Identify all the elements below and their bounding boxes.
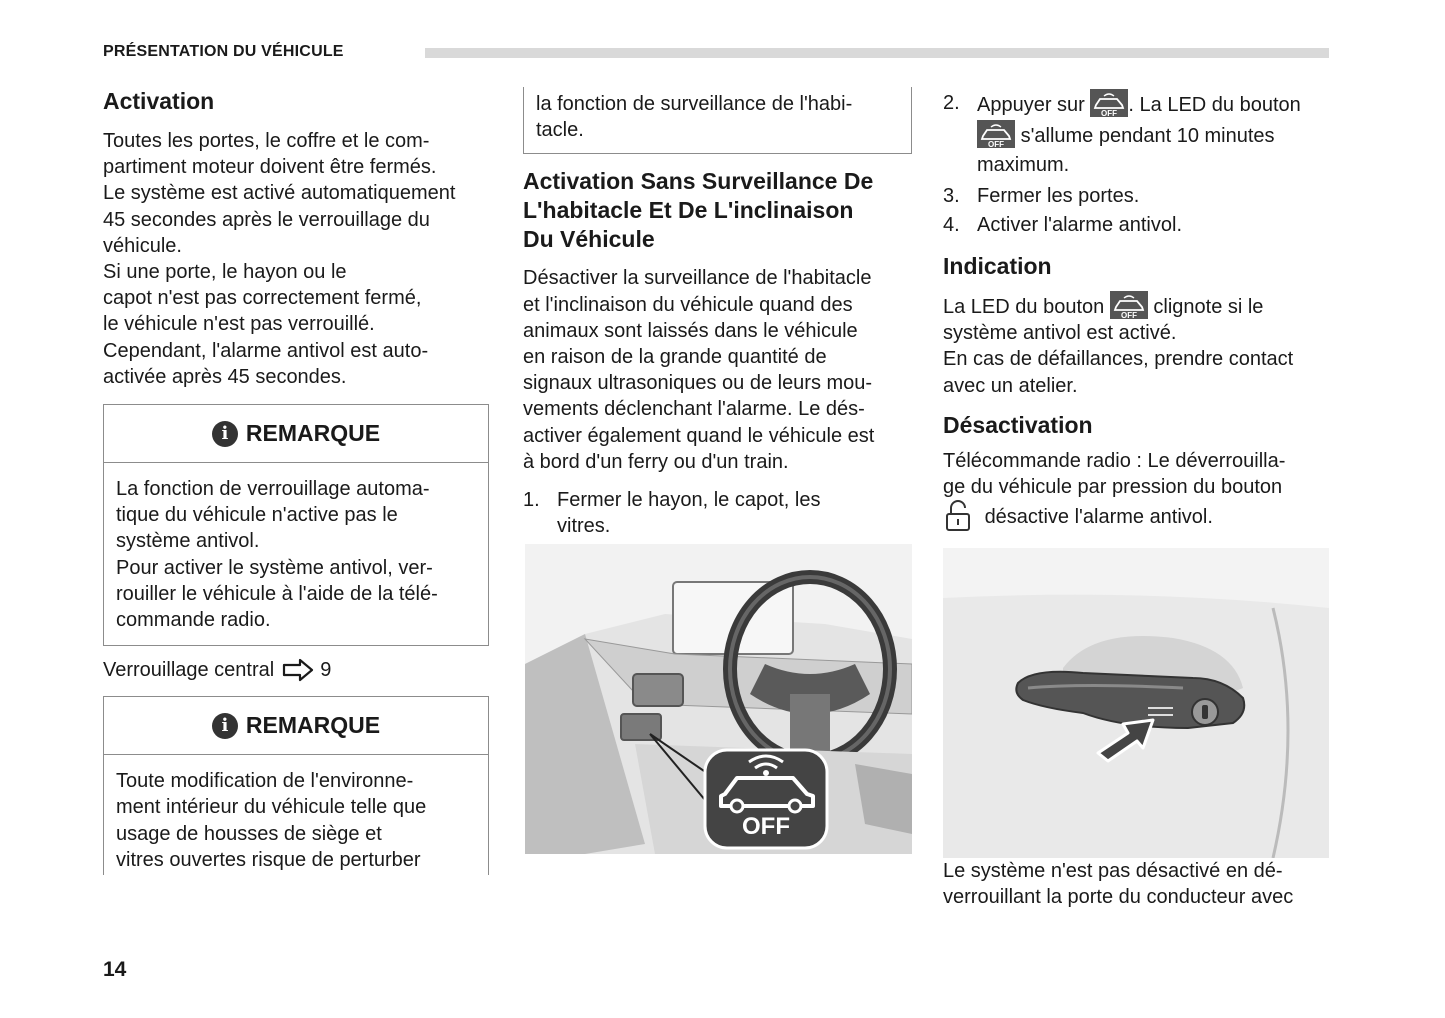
car-alarm-off-icon bbox=[977, 120, 1015, 148]
activation-text: Toutes les portes, le coffre et le com- partiment moteur doivent être fermés. Le système est activé automatiquement 45 secondes après le verrouillage du véhicule. Si une porte, le hayon ou le capot n'est pas correctement fermé, le véhicule n'est pas verrouillé. Cependant, l'alarme antivol est auto- activée après 45 secondes. bbox=[103, 130, 456, 388]
info-icon: i bbox=[212, 713, 238, 739]
remark-header: i REMARQUE bbox=[104, 405, 488, 463]
dashboard-drawing bbox=[525, 544, 912, 854]
remark-box-2 bbox=[103, 696, 489, 875]
dashboard-illustration bbox=[525, 544, 912, 854]
column-1 bbox=[103, 84, 489, 875]
info-icon: i bbox=[212, 421, 238, 447]
deactivation-heading: Désactivation bbox=[943, 411, 1093, 438]
remark-box-1 bbox=[103, 404, 489, 646]
car-alarm-off-icon bbox=[1110, 291, 1148, 319]
no-monitoring-text: Désactiver la surveillance de l'habitacle et l'inclinaison du véhicule quand des animaux sont laissés dans le véhicule en raison de la grande quantité de signaux ultrasoniques ou de leurs mou- vements déclenchant l'alarme. Le dés- activer également quand le véhicule est à bord d'un ferry ou d'un train. bbox=[523, 267, 875, 473]
list-item: 3. Fermer les portes. bbox=[943, 185, 1140, 207]
list-item: 4. Activer l'alarme antivol. bbox=[943, 214, 1182, 236]
indication-text: La LED du bouton OFF clignote si le système antivol est activé. En cas de défaillances, prendre contact avec un atelier. bbox=[943, 291, 1329, 399]
closing-text: Le système n'est pas désactivé en dé- verrouillant la porte du conducteur avec bbox=[943, 860, 1294, 909]
remark-header: i REMARQUE bbox=[104, 697, 488, 755]
no-monitoring-heading: Activation Sans Surveillance De L'habitacle Et De L'inclinaison Du Véhicule bbox=[523, 168, 874, 253]
closing-text-block bbox=[943, 858, 1329, 910]
arrow-right-icon bbox=[282, 658, 314, 682]
section-title: PRÉSENTATION DU VÉHICULE bbox=[103, 43, 344, 60]
cross-reference[interactable]: Verrouillage central 9 bbox=[103, 658, 332, 681]
padlock-open-icon bbox=[943, 500, 973, 532]
svg-text:OFF: OFF bbox=[988, 140, 1004, 148]
door-handle-illustration bbox=[943, 548, 1329, 858]
steps-list-2 bbox=[943, 89, 1329, 240]
off-label: OFF bbox=[742, 813, 790, 840]
indication-heading: Indication bbox=[943, 253, 1052, 279]
svg-text:OFF: OFF bbox=[1101, 109, 1118, 117]
list-item: 2. Appuyer sur OFF . La LED du bouton OFF s'allume pendant 10 minutes maximum. bbox=[943, 89, 1329, 180]
svg-text:OFF: OFF bbox=[1120, 311, 1137, 319]
remark-body: Toute modification de l'environne- ment intérieur du véhicule telle que usage de housses de siège et vitres ouvertes risque de perturber bbox=[116, 770, 427, 871]
page-number: 14 bbox=[103, 958, 127, 981]
car-alarm-off-icon bbox=[1090, 89, 1128, 117]
activation-heading: Activation bbox=[103, 88, 215, 114]
steps-list-1 bbox=[523, 487, 912, 539]
remark-body: La fonction de verrouillage automa- tique du véhicule n'active pas le système antivol. Pour activer le système antivol, ver- rouiller le véhicule à l'aide de la télé- commande radio. bbox=[116, 478, 438, 632]
column-2 bbox=[523, 84, 912, 539]
header-rule bbox=[425, 48, 1329, 58]
remark-continued: la fonction de surveillance de l'habi- tacle. bbox=[523, 87, 912, 154]
list-item: 1. Fermer le hayon, le capot, les vitres. bbox=[523, 489, 821, 538]
deactivation-text: Télécommande radio : Le déverrouilla- ge du véhicule par pression du bouton désactive l'alarme antivol. bbox=[943, 448, 1329, 532]
column-3 bbox=[943, 84, 1329, 532]
door-handle-drawing bbox=[943, 548, 1329, 858]
